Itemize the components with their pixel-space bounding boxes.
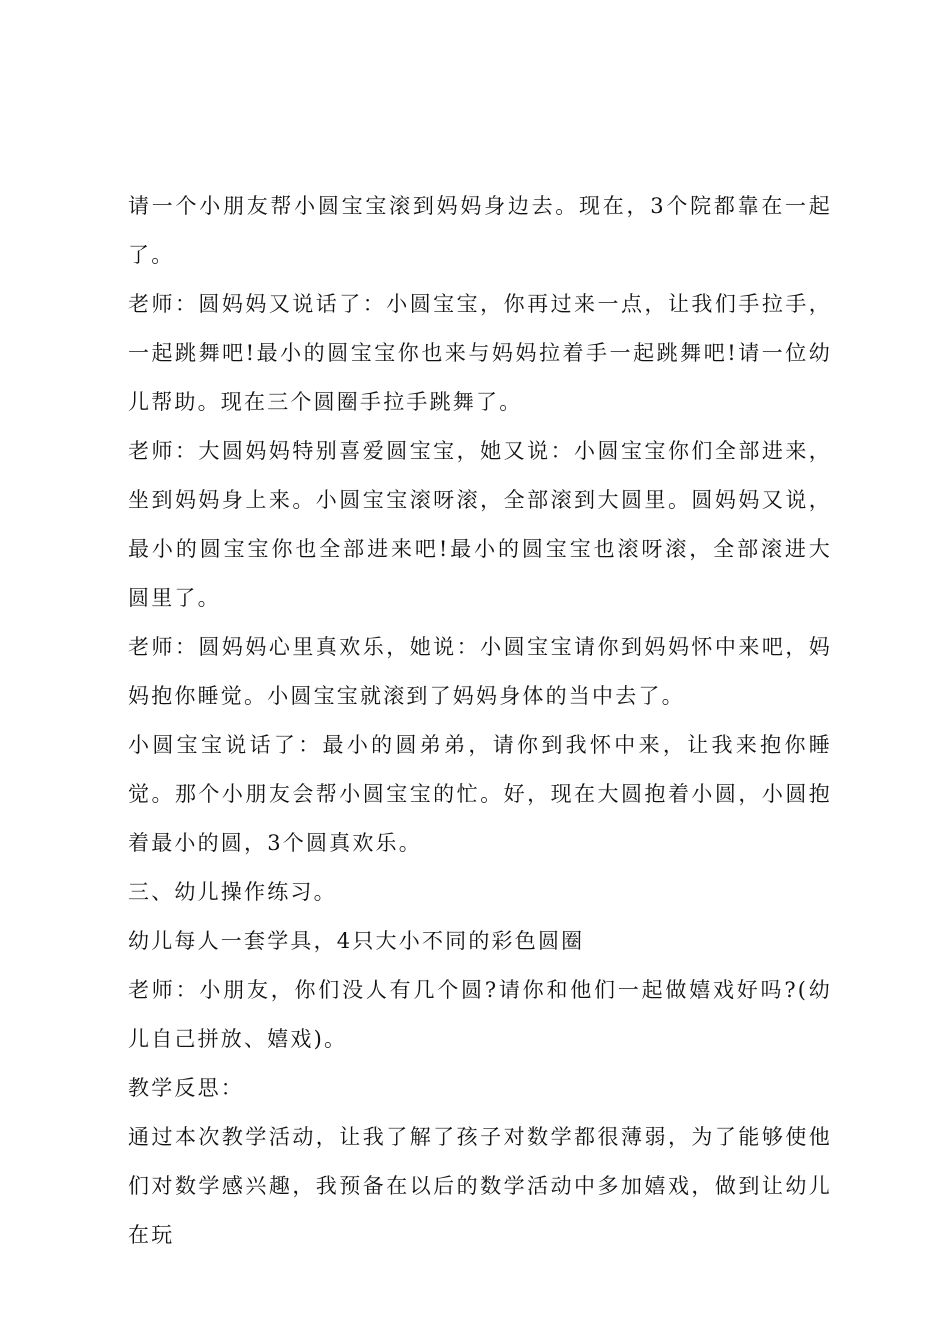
paragraph: 老师：小朋友，你们没人有几个圆?请你和他们一起做嬉戏好吗?(幼儿自己拼放、嬉戏)。	[128, 978, 832, 1051]
section-heading: 教学反思：	[128, 1076, 244, 1100]
paragraph: 幼儿每人一套学具，4只大小不同的彩色圆圈	[128, 929, 585, 953]
paragraph: 老师：大圆妈妈特别喜爱圆宝宝，她又说：小圆宝宝你们全部进来，坐到妈妈身上来。小圆宝宝滚呀滚，全部滚到大圆里。圆妈妈又说，最小的圆宝宝你也全部进来吧!最小的圆宝宝也滚呀滚，全部滚进大圆里了。	[128, 439, 832, 610]
section-heading: 三、幼儿操作练习。	[128, 880, 337, 904]
paragraph: 通过本次教学活动，让我了解了孩子对数学都很薄弱，为了能够使他们对数学感兴趣，我预备在以后的数学活动中多加嬉戏，做到让幼儿在玩	[128, 1125, 832, 1247]
paragraph: 老师：圆妈妈又说话了：小圆宝宝，你再过来一点，让我们手拉手，一起跳舞吧!最小的圆宝宝你也来与妈妈拉着手一起跳舞吧!请一位幼儿帮助。现在三个圆圈手拉手跳舞了。	[128, 292, 832, 414]
paragraph: 小圆宝宝说话了：最小的圆弟弟，请你到我怀中来，让我来抱你睡觉。那个小朋友会帮小圆宝宝的忙。好，现在大圆抱着小圆，小圆抱着最小的圆，3个圆真欢乐。	[128, 733, 832, 855]
paragraph: 老师：圆妈妈心里真欢乐，她说：小圆宝宝请你到妈妈怀中来吧，妈妈抱你睡觉。小圆宝宝就滚到了妈妈身体的当中去了。	[128, 635, 832, 708]
document-body	[128, 182, 832, 1260]
paragraph: 请一个小朋友帮小圆宝宝滚到妈妈身边去。现在，3个院都靠在一起了。	[128, 194, 832, 267]
